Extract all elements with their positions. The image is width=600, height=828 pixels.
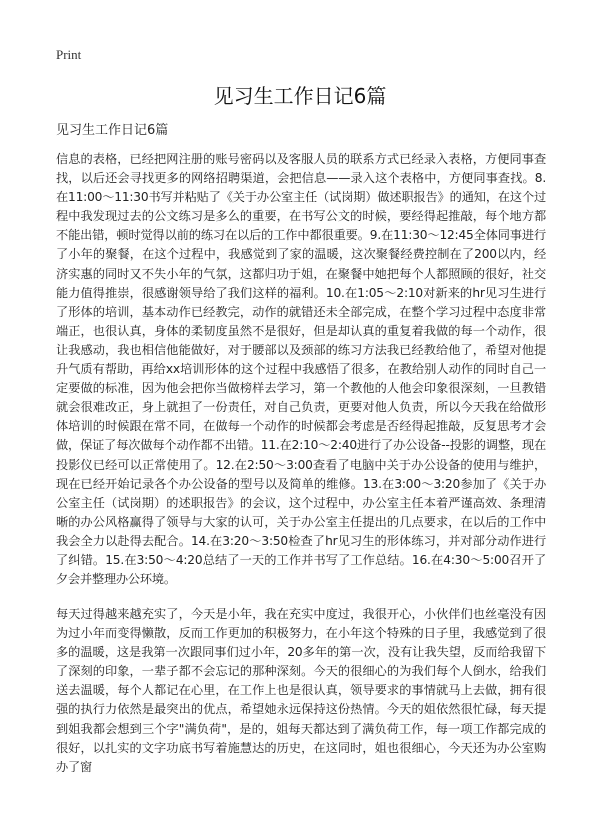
document-subtitle: 见习生工作日记6篇 — [56, 123, 169, 138]
body-paragraph: 每天过得越来越充实了，今天是小年，我在充实中度过，我很开心，小伙伴们也丝毫没有因为过小年而变得懒散，反而工作更加的积极努力，在小年这个特殊的日子里，我感觉到了很多的温暖，这是我第一次跟同事们过小年，20多年的第一次，没有让我失望，反而给我留下了深刻的印象，一辈子都不会忘记的那种深刻。今天的很细心的为我们每个人倒水，给我们送去温暖，每个人都记在心里，在工作上也是很认真，领导要求的事情就马上去做，拥有很强的执行力依然是最突出的优点，希望她永远保持这份热情。今天的姐依然很忙碌，每天提到姐我都会想到三个字"满负荷"，是的，姐每天都达到了满负荷工作，每一项工作都完成的很好，以扎实的文字功底书写着施慧达的历史，在这同时，姐也很细心，今天还为办公室购办了窗 — [56, 607, 546, 774]
print-link[interactable]: Print — [56, 47, 82, 62]
document-title: 见习生工作日记6篇 — [213, 84, 387, 108]
body-paragraph: 信息的表格，已经把网注册的账号密码以及客服人员的联系方式已经录入表格，方便同事查找，以后还会寻找更多的网络招聘渠道，会把信息——录入这个表格中，方便同事查找。8.在11:00～11:30书写并粘贴了《关于办公室主任（试岗期）做述职报告》的通知，在这个过程中我发现过去的公文练习是多么的重要，在书写公文的时候，要经得起推敲，每个地方都不能出错，顿时觉得以前的练习在以后的工作中都很重要。9.在11:30～12:45全体同事进行了小年的聚餐，在这个过程中，我感觉到了家的温暖，这次聚餐经费控制在了200以内，经济实惠的同时又不失小年的气氛，这都归功于姐，在聚餐中她把每个人都照顾的很好，社交能力值得推崇，很感谢领导给了我们这样的福利。10.在1:05～2:10对新来的hr见习生进行了形体的培训，基本动作已经教完，动作的就错还未全部完成，在整个学习过程中态度非常端正，也很认真，身体的柔韧度虽然不是很好，但是却认真的重复着我做的每一个动作，很让我感动，我也相信他能做好，对于腰部以及颈部的练习方法我已经教给他了，希望对他提升气质有帮助，再给xx培训形体的这个过程中我感悟了很多，在教给别人动作的同时自己一定要做的标准，因为他会把你当做榜样去学习，第一个教他的人他会印象很深刻，一旦教错就会很难改正，身上就担了一份责任，对自己负责，更要对他人负责，所以今天我在给做形体培训的时候跟在常不同，在做每一个动作的时候都会考虑是否经得起推敲，反复思考才会做，保证了每次做每个动作都不出错。11.在2:10～2:40进行了办公设备--投影的调整，现在投影仪已经可以正常使用了。12.在2:50～3:00查看了电脑中关于办公设备的使用与维护，现在已经开始记录各个办公设备的型号以及简单的维修。13.在3:00～3:20参加了《关于办公室主任（试岗期）的述职报告》的会议，这个过程中，办公室主任本着严谨高效、条理清晰的办公风格赢得了领导与大家的认可，关于办公室主任提出的几点要求，在以后的工作中我会全力以赴得去配合。14.在3:20～3:50检查了hr见习生的形体练习，并对部分动作进行了纠错。15.在3:50～4:20总结了一天的工作并书写了工作总结。16.在4:30～5:00召开了夕会并整理办公环境。 — [56, 152, 546, 587]
